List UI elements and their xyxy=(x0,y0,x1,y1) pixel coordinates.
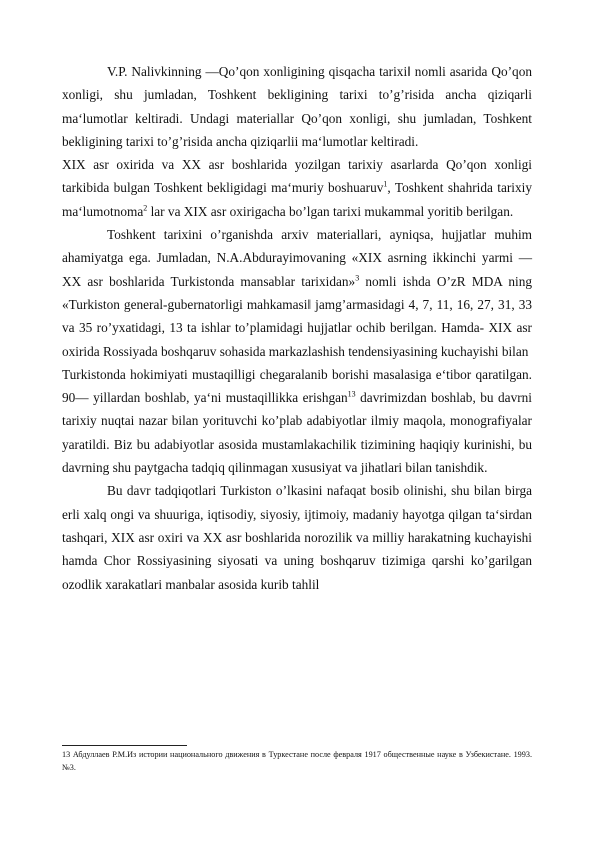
paragraph-2 xyxy=(62,153,532,223)
paragraph-2-part-b: , Toshkent shahrida tarixiy ma‘lumotnoma xyxy=(62,180,532,219)
paragraph-4-part-a: Turkistonda hokimiyati mustaqilligi chegaralanib borishi masalasiga e‘tibor qaratilgan. 90— yillardan boshlab, ya‘ni mustaqillikka erishgan xyxy=(62,366,532,406)
paragraph-4 xyxy=(62,363,532,479)
paragraph-3 xyxy=(62,223,532,363)
paragraph-2-part-c: lar va XIX asr oxirigacha bo’lgan tarixi mukammal yoritib berilgan. xyxy=(147,203,514,219)
footnote-text: 13 Абдуллаев Р.М.Из истории национального движения в Туркестане после февраля 1917 общественные науке в Узбекистане. 1993. №3. xyxy=(62,750,532,772)
paragraph-2-part-a: XIX asr oxirida va XX asr boshlarida yozilgan tarixiy asarlarda Qo’qon xonligi tarkibida bulgan Toshkent bekligidagi ma‘muriy boshuaruv xyxy=(62,157,532,196)
paragraph-3-part-a: Toshkent tarixini o’rganishda arxiv materiallari, ayniqsa, hujjatlar muhim ahamiyatga ega. Jumladan, N.A.Abdurayimovaning «XIX asrning ikkinchi yarmi — XX asr boshlarida Turkistonda mansablar tarixidan» xyxy=(62,227,532,289)
paragraph-4-part-b: davrimizdan boshlab, bu davrni tarixiy nuqtai nazar bilan yorituvchi ko’plab adabiyotlar ilmiy maqola, monografiyalar yaratildi. Biz bu adabiyotlar asosida mustamlakachilik tizimining haqiqiy kurinishi, bu davrning shu paytgacha tadqiq qilinmagan xususiyat va jihatlari bilan tanishdik. xyxy=(62,390,532,476)
main-text xyxy=(62,60,532,596)
paragraph-5: Bu davr tadqiqotlari Turkiston o’lkasini nafaqat bosib olinishi, shu bilan birga erli xalq ongi va shuuriga, iqtisodiy, siyosiy, ijtimoiy, madaniy hayotga qilgan ta‘sirdan tashqari, XIX asr oxiri va XX asr boshlarida norozilik va milliy harakatning kuchayishi hamda Chor Rossiyasining siyosati va uning boshqaruv tizimiga qarshi ko’garilgan ozodlik xarakatlari manbalar asosida kurib tahlil xyxy=(62,483,532,592)
footnote-ref-13: 13 xyxy=(347,389,356,399)
footnote-ref-1: 1 xyxy=(383,180,388,190)
paragraph-3-part-b: nomli ishda O’zR MDA ning «Turkiston general-gubernatorligi mahkamasi‖ jamg’armasidagi 4, 7, 11, 16, 27, 31, 33 va 35 ro’yxatidagi, 13 ta ishlar to’plamidagi hujjatlar ochib berilgan. Hamda- XIX asr oxirida Rossiyada boshqaruv sohasida markazlashish tendensiyasining kuchayishi bilan xyxy=(62,273,532,359)
footnote-divider xyxy=(62,745,187,746)
footnote-ref-3: 3 xyxy=(355,273,360,283)
paragraph-1: V.P. Nalivkinning ―Qo’qon xonligining qisqacha tarixi‖ nomli asarida Qo’qon xonligi, shu jumladan, Toshkent bekligining tarixi to’g’risida ancha qiziqarli ma‘lumotlar keltiradi. Undagi materiallar Qo’qon xonligi, shu jumladan, Toshkent bekligining tarixi to’g’risida ancha qiziqarlii ma‘lumotlar keltiradi. xyxy=(62,64,532,149)
footnote-ref-2: 2 xyxy=(143,203,148,213)
